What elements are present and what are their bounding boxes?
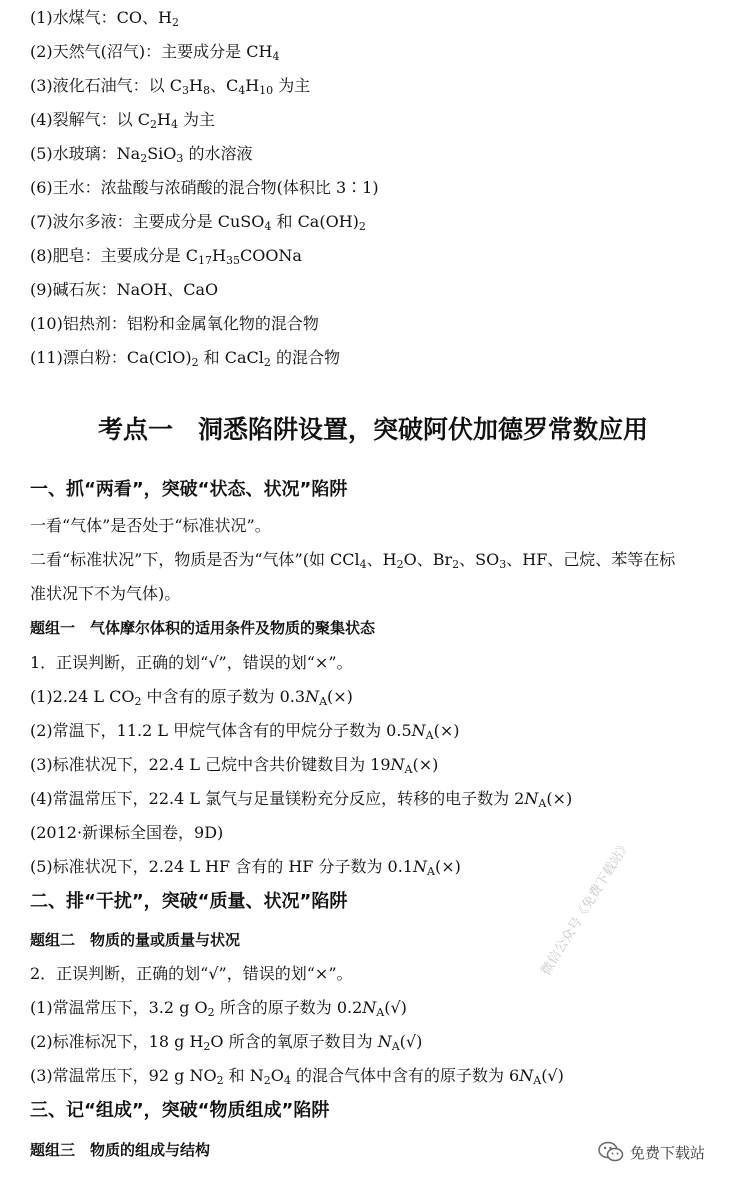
list-item-8: (8)肥皂：主要成分是 $C_{17}H_{35}COONa$	[30, 246, 302, 267]
list-item: (3)常温常压下，92 g $NO_2$ 和 $N_2O_4$ 的混合气体中含有的原子数为 $6N_A(√)$	[30, 1066, 564, 1087]
group-heading-3: 题组三 物质的组成与结构	[30, 1141, 211, 1159]
list-item-9: (9)碱石灰：NaOH、CaO	[30, 280, 219, 299]
list-item: (2)常温下，11.2 L 甲烷气体含有的甲烷分子数为 $0.5N_A(\times)$	[30, 721, 460, 742]
group-heading-2: 题组二 物质的量或质量与状况	[30, 931, 241, 949]
list-item-7: (7)波尔多液：主要成分是 CuSO$_4$ 和 $Ca(OH)_2$	[30, 212, 366, 233]
list-item: (2)标准标况下，18 g $H_2O$ 所含的氧原子数目为 $N_A(√)$	[30, 1032, 423, 1053]
list-item-1: (1)水煤气：CO、$H_2$	[30, 8, 179, 29]
list-item-10: (10)铝热剂：铝粉和金属氧化物的混合物	[30, 314, 319, 333]
list-item: (4)常温常压下，22.4 L 氯气与足量镁粉充分反应，转移的电子数为 $2N_A(\times)$	[30, 789, 573, 810]
wechat-icon	[598, 1141, 624, 1163]
watermark: 微信公众号《免费下载站》	[538, 837, 634, 979]
section-heading-3: 三、记“组成”，突破“物质组成”陷阱	[30, 1100, 330, 1121]
brand-name: 免费下载站	[630, 1143, 706, 1162]
list-item-2: (2)天然气(沼气)：主要成分是 $CH_4$	[30, 42, 280, 63]
list-item: (3)标准状况下，22.4 L 己烷中含共价键数目为 $19N_A(\times)$	[30, 755, 439, 776]
question: 1．正误判断，正确的划“√”，错误的划“×”。	[30, 653, 353, 672]
list-item: (1)常温常压下，3.2 g $O_2$ 所含的原子数为 $0.2N_A(√)$	[30, 998, 407, 1019]
list-item: (1)2.24 L $CO_2$ 中含有的原子数为 $0.3N_A(\times)$	[30, 687, 353, 708]
paragraph: 准状况下不为气体)。	[30, 584, 181, 603]
list-item-5: (5)水玻璃：$Na_2SiO_3$ 的水溶液	[30, 144, 253, 165]
list-item-6: (6)王水：浓盐酸与浓硝酸的混合物(体积比 3∶1)	[30, 178, 379, 197]
list-item-3: (3)液化石油气：以 $C_3H_8$、$C_4H_{10}$ 为主	[30, 76, 311, 97]
paragraph: 一看“气体”是否处于“标准状况”。	[30, 516, 271, 535]
paragraph: 二看“标准状况”下，物质是否为“气体”(如 CCl$_4$、$H_2O$、$Br_2$、$SO_3$、HF、己烷、苯等在标	[30, 550, 676, 571]
section-heading-2: 二、排“干扰”，突破“质量、状况”陷阱	[30, 891, 348, 912]
list-item-11: (11)漂白粉：$Ca(ClO)_2$ 和 CaCl$_2$ 的混合物	[30, 348, 341, 369]
group-heading-1: 题组一 气体摩尔体积的适用条件及物质的聚集状态	[30, 619, 376, 637]
list-item: (5)标准状况下，2.24 L HF 含有的 HF 分子数为 $0.1N_A(\times)$	[30, 857, 461, 878]
source-citation: (2012·新课标全国卷，9D)	[30, 823, 224, 842]
list-item-4: (4)裂解气：以 $C_2H_4$ 为主	[30, 110, 216, 131]
question: 2．正误判断，正确的划“√”，错误的划“×”。	[30, 964, 353, 983]
page-title: 考点一 洞悉陷阱设置，突破阿伏加德罗常数应用	[97, 415, 648, 444]
brand-logo	[598, 1141, 705, 1163]
section-heading-1: 一、抓“两看”，突破“状态、状况”陷阱	[30, 479, 348, 500]
